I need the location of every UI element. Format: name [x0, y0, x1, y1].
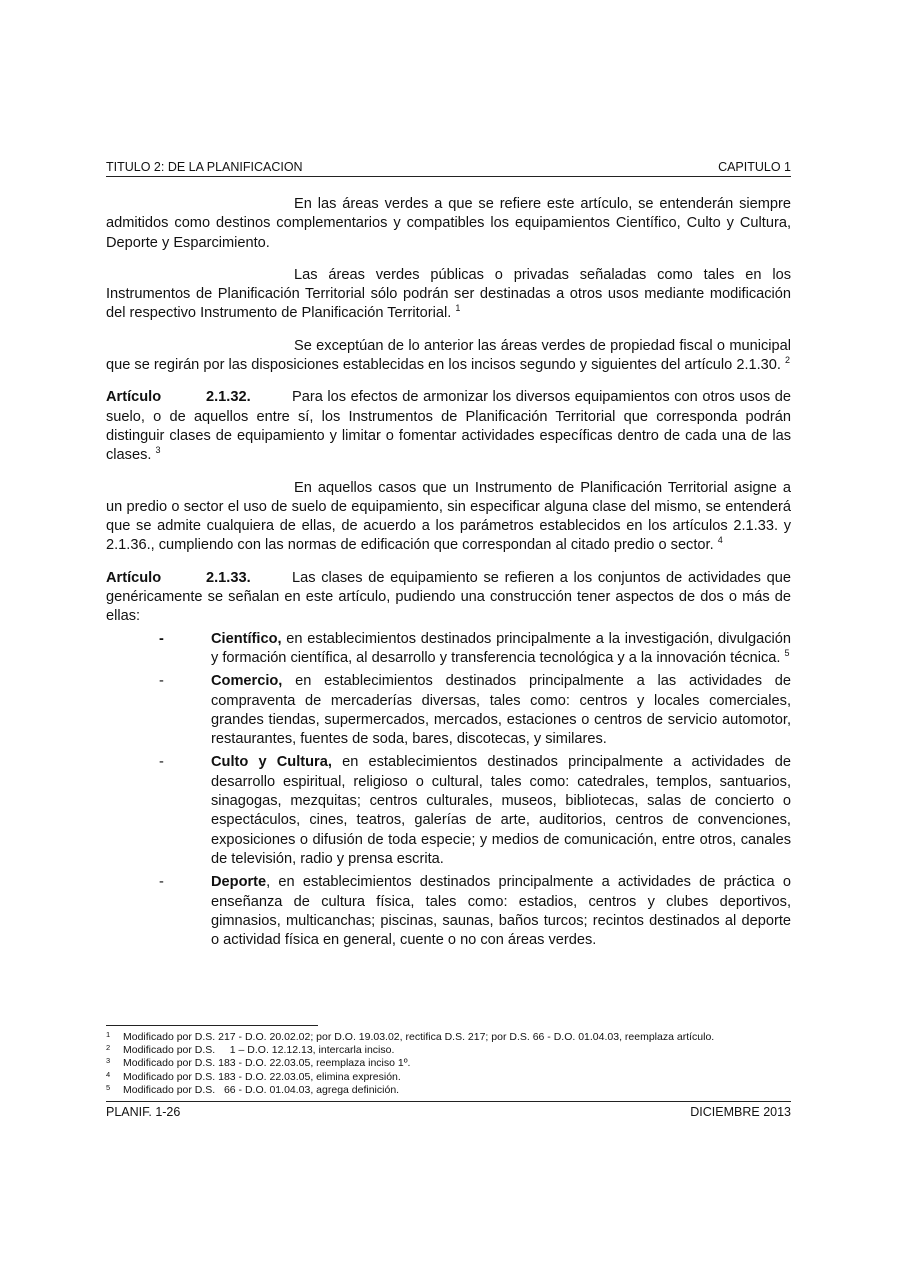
- footnote: [106, 1031, 796, 1044]
- header-chapter: CAPITULO 1: [718, 160, 791, 174]
- equipment-class-list: [106, 630, 791, 951]
- list-item: [106, 672, 791, 749]
- footnote-divider: [106, 1025, 318, 1026]
- paragraph-text: En las áreas verdes a que se refiere este artículo, se entenderán siempre admitidos como destinos complementarios y compatibles los equipamientos Científico, Culto y Cultura, Deporte y Esparcimiento.: [106, 196, 791, 251]
- list-dash: -: [159, 630, 164, 647]
- footnote-number: 2: [106, 1043, 111, 1053]
- list-item: [106, 873, 791, 950]
- footnote: [106, 1057, 796, 1070]
- footnote-number: 3: [106, 1056, 111, 1066]
- paragraph-text: Se exceptúan de lo anterior las áreas verdes de propiedad fiscal o municipal que se regirán por las disposiciones establecidas en los incisos segundo y siguientes del artículo 2.1.30.: [106, 337, 791, 374]
- paragraph: [106, 266, 791, 324]
- article-paragraph: [106, 388, 791, 465]
- article-text: Para los efectos de armonizar los diversos equipamientos con otros usos de suelo, o de aquellos entre sí, los Instrumentos de Planificación Territorial que corresponda podrán distinguir clases de equipamiento y limitar o fomentar actividades específicas dentro de cada una de las clases.: [106, 389, 791, 464]
- footnote-text: Modificado por D.S. 66 - D.O. 01.04.03, agrega definición.: [123, 1083, 400, 1096]
- footnote: [106, 1084, 796, 1097]
- paragraph-text: En aquellos casos que un Instrumento de Planificación Territorial asigne a un predio o sector el uso de suelo de equipamiento, sin especificar alguna clase del mismo, se entenderá que se admite cualquiera de ellas, de acuerdo a los parámetros establecidos en los artículos 2.1.33. y 2.1.36., cumpliendo con las normas de edificación que correspondan al citado predio o sector.: [106, 479, 791, 554]
- list-dash: -: [159, 673, 164, 690]
- list-text: en establecimientos destinados principalmente a actividades de desarrollo espiritual, religioso o cultural, tales como: catedrales, templos, santuarios, sinagogas, mezquitas; centros culturales, museos, bibliotecas, salas de concierto o espectáculos, cines, teatros, galerías de arte, auditorios, centros de convenciones, exposiciones o difusión de toda especie; y medios de comunicación, entre otros, canales de televisión, radio y prensa escrita.: [211, 754, 791, 867]
- list-term: Deporte: [211, 874, 267, 891]
- footer-date: DICIEMBRE 2013: [690, 1105, 791, 1119]
- page-header: [106, 160, 791, 177]
- footnote-number: 4: [106, 1069, 111, 1079]
- footnote-ref[interactable]: 1: [455, 303, 461, 314]
- footnote-ref[interactable]: 4: [717, 535, 723, 546]
- footnote-text: Modificado por D.S. 217 - D.O. 20.02.02; por D.O. 19.03.02, rectifica D.S. 217; por D.S. 66 - D.O. 01.04.03, reemplaza artículo.: [123, 1031, 715, 1043]
- article-label: Artículo: [106, 569, 162, 586]
- footnote-text: Modificado por D.S. 1 – D.O. 12.12.13, intercarla inciso.: [123, 1044, 395, 1057]
- header-title: TITULO 2: DE LA PLANIFICACION: [106, 160, 303, 174]
- list-term: Científico,: [211, 630, 282, 647]
- body-text: [106, 195, 791, 954]
- paragraph: [106, 337, 791, 376]
- paragraph: [106, 195, 791, 253]
- article-paragraph: [106, 569, 791, 627]
- footnote-number: 5: [106, 1082, 111, 1092]
- list-item: [106, 630, 791, 669]
- page-footer: [106, 1101, 791, 1119]
- list-term: Comercio,: [211, 673, 283, 690]
- footnote-text: Modificado por D.S. 183 - D.O. 22.03.05, reemplaza inciso 1º.: [123, 1057, 411, 1070]
- footnote-number: 1: [106, 1030, 111, 1039]
- footnote-ref[interactable]: 3: [155, 445, 161, 456]
- list-term: Culto y Cultura,: [211, 754, 332, 771]
- footnote-ref[interactable]: 5: [784, 648, 790, 659]
- paragraph-text: Las áreas verdes públicas o privadas señaladas como tales en los Instrumentos de Planificación Territorial sólo podrán ser destinadas a otros usos mediante modificación del respectivo Instrumento de Planificación Territorial.: [106, 266, 791, 322]
- article-number: 2.1.32.: [206, 389, 251, 406]
- footnote: [106, 1071, 796, 1084]
- list-dash: -: [159, 754, 164, 771]
- list-text: en establecimientos destinados principalmente a la investigación, divulgación y formación científica, al desarrollo y transferencia tecnológica y a la innovación técnica.: [211, 630, 791, 666]
- list-item: [106, 753, 791, 869]
- list-text: , en establecimientos destinados principalmente a actividades de práctica o enseñanza de cultura física, tales como: estadios, centros y clubes deportivos, gimnasios, multicanchas; piscinas, saunas, baños turcos; recintos destinados al deporte o actividad física en general, cuente o no con áreas verdes.: [211, 874, 791, 949]
- footnotes: [106, 1031, 796, 1097]
- footnote: [106, 1044, 796, 1057]
- article-number: 2.1.33.: [206, 569, 251, 586]
- paragraph: [106, 479, 791, 556]
- footer-page-number: PLANIF. 1-26: [106, 1105, 181, 1119]
- list-dash: -: [159, 874, 164, 891]
- article-text: Las clases de equipamiento se refieren a los conjuntos de actividades que genéricamente se señalan en este artículo, pudiendo una construcción tener aspectos de dos o más de ellas:: [106, 569, 791, 625]
- footnote-ref[interactable]: 2: [785, 355, 791, 366]
- footnote-text: Modificado por D.S. 183 - D.O. 22.03.05, elimina expresión.: [123, 1070, 401, 1083]
- list-text: en establecimientos destinados principalmente a las actividades de compraventa de mercaderías diversas, tales como: centros y locales comerciales, grandes tiendas, supermercados, mercados, estaciones o centros de servicio automotor, restaurantes, fuentes de soda, bares, discotecas, y similares.: [211, 673, 791, 748]
- article-label: Artículo: [106, 389, 162, 406]
